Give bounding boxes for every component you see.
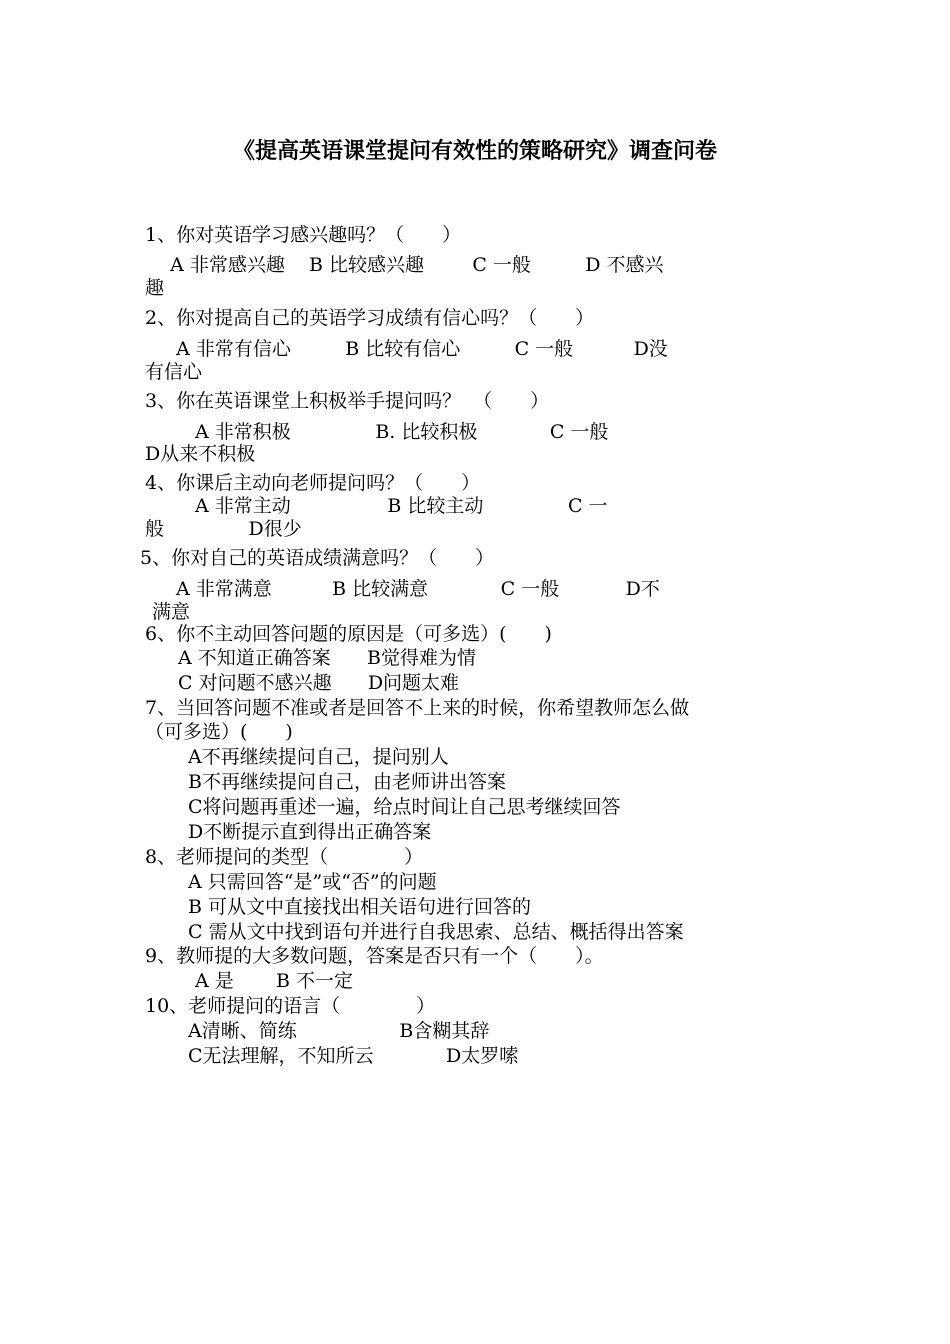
question-1-options-wrap: 趣: [145, 277, 165, 299]
question-7-option-b: B不再继续提问自己，由老师讲出答案: [188, 771, 506, 793]
question-6: 6、你不主动回答问题的原因是（可多选）( ): [145, 623, 552, 645]
question-9-options: A 是 B 不一定: [195, 970, 354, 992]
question-2-options: A 非常有信心 B 比较有信心 C 一般 D没: [158, 338, 668, 360]
question-10-options-ab: A清晰、简练 B含糊其辞: [188, 1020, 490, 1042]
question-8-option-a: A 只需回答“是”或“否”的问题: [188, 871, 437, 893]
question-10: 10、老师提问的语言（ ）: [145, 995, 436, 1017]
question-9: 9、教师提的大多数问题，答案是否只有一个（ ）。: [145, 945, 604, 967]
question-8: 8、老师提问的类型（ ）: [145, 846, 424, 868]
question-2: 2、你对提高自己的英语学习成绩有信心吗？（ ）: [145, 307, 595, 329]
question-5-options: A 非常满意 B 比较满意 C 一般 D不: [176, 578, 660, 600]
question-6-options-ab: A 不知道正确答案 B觉得难为情: [178, 647, 476, 669]
question-7: 7、当回答问题不准或者是回答不上来的时候，你希望教师怎么做: [145, 697, 690, 719]
question-2-options-wrap: 有信心: [145, 361, 203, 383]
question-5: 5、你对自己的英语成绩满意吗？（ ）: [140, 547, 495, 569]
question-6-options-cd: C 对问题不感兴趣 D问题太难: [178, 672, 460, 694]
question-10-options-cd: C无法理解，不知所云 D太罗嗦: [188, 1045, 519, 1067]
question-3-options: A 非常积极 B. 比较积极 C 一般: [195, 421, 609, 443]
question-4-options-wrap: 般 D很少: [145, 518, 302, 540]
question-7-option-d: D不断提示直到得出正确答案: [188, 821, 432, 843]
question-8-option-b: B 可从文中直接找出相关语句进行回答的: [188, 896, 532, 918]
question-3-options-wrap: D从来不积极: [145, 443, 256, 465]
question-7-option-a: A不再继续提问自己，提问别人: [188, 746, 449, 768]
question-4: 4、你课后主动向老师提问吗？（ ）: [145, 472, 481, 494]
question-7-option-c: C将问题再重述一遍，给点时间让自己思考继续回答: [188, 796, 621, 818]
question-3: 3、你在英语课堂上积极举手提问吗？ （ ）: [145, 390, 550, 412]
question-1-options: A 非常感兴趣 B 比较感兴趣 C 一般 D 不感兴: [158, 254, 664, 276]
question-1: 1、你对英语学习感兴趣吗？（ ）: [145, 224, 462, 246]
question-4-options: A 非常主动 B 比较主动 C 一: [195, 495, 608, 517]
question-7-wrap: （可多选）( ): [145, 721, 293, 743]
question-5-options-wrap: 满意: [152, 601, 191, 623]
page-title: 《提高英语课堂提问有效性的策略研究》调查问卷: [232, 138, 717, 164]
question-8-option-c: C 需从文中找到语句并进行自我思索、总结、概括得出答案: [188, 921, 684, 943]
